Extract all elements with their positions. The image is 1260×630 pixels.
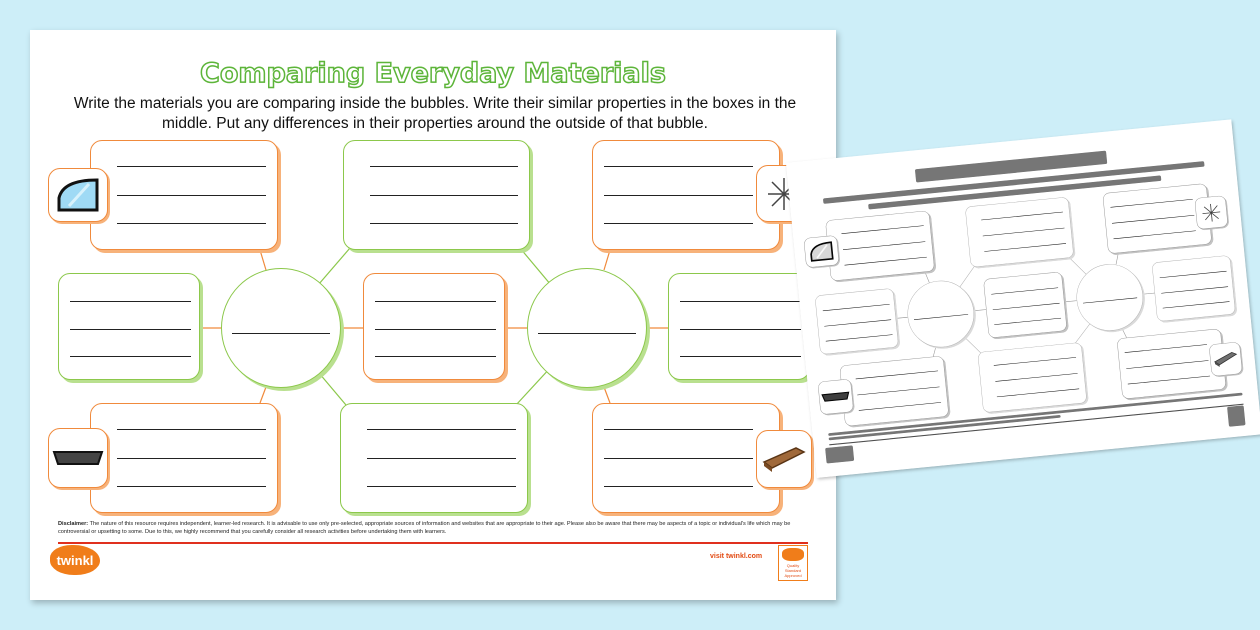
difference-box-bottom-right[interactable] [592,403,780,513]
difference-box-bottom-left[interactable] [90,403,278,513]
worksheet-preview-secondary [786,119,1260,477]
similarity-box-bottom[interactable] [977,342,1087,413]
difference-box-top-left[interactable] [825,210,935,281]
worksheet-preview-main [30,30,836,600]
quality-badge: Quality Standard Approved [778,545,808,581]
wooden-plank-icon [756,430,812,488]
glass-window-icon [803,235,839,268]
metal-wire-icon [1194,195,1228,230]
difference-box-mid-left[interactable] [815,288,899,355]
plastic-tray-icon [48,428,108,488]
material-bubble-right[interactable] [527,268,647,388]
similarity-box-bottom[interactable] [340,403,528,513]
worksheet-title: Comparing Everyday Materials [200,58,666,89]
difference-box-mid-right[interactable] [668,273,810,380]
worksheet-instructions: Write the materials you are comparing inside the bubbles. Write their similar properties in the boxes in the middle. Put any differences in their properties around the outside of that bubble. [73,95,797,132]
disclaimer: Disclaimer: The nature of this resource requires independent, learner-led research. It is advisable to use only pre-selected, appropriate sources of information and websites that are appropriate to their age. Please also be aware that there may be aspects of a topic or individual's life which may be controversial or upsetting to some. Due to this, we highly recommend that you carefully consider all research activities before undertaking them with learners. [58,521,791,535]
material-bubble-left[interactable] [221,268,341,388]
wooden-plank-icon [1209,342,1243,377]
difference-box-top-left[interactable] [90,140,278,250]
similarity-box-middle[interactable] [983,271,1067,338]
difference-box-top-right[interactable] [592,140,780,250]
twinkl-logo: twinkl [50,545,100,575]
similarity-box-middle[interactable] [363,273,505,380]
difference-box-mid-right[interactable] [1152,255,1236,322]
similarity-box-top[interactable] [343,140,530,250]
text-placeholder-bar [825,445,854,463]
text-placeholder-bar [1227,405,1246,427]
visit-link[interactable]: visit twinkl.com [710,553,763,560]
footer-divider [58,542,808,544]
glass-window-icon [48,168,108,222]
plastic-tray-icon [817,379,853,415]
similarity-box-top[interactable] [965,197,1074,268]
difference-box-bottom-left[interactable] [839,356,949,427]
difference-box-mid-left[interactable] [58,273,200,380]
